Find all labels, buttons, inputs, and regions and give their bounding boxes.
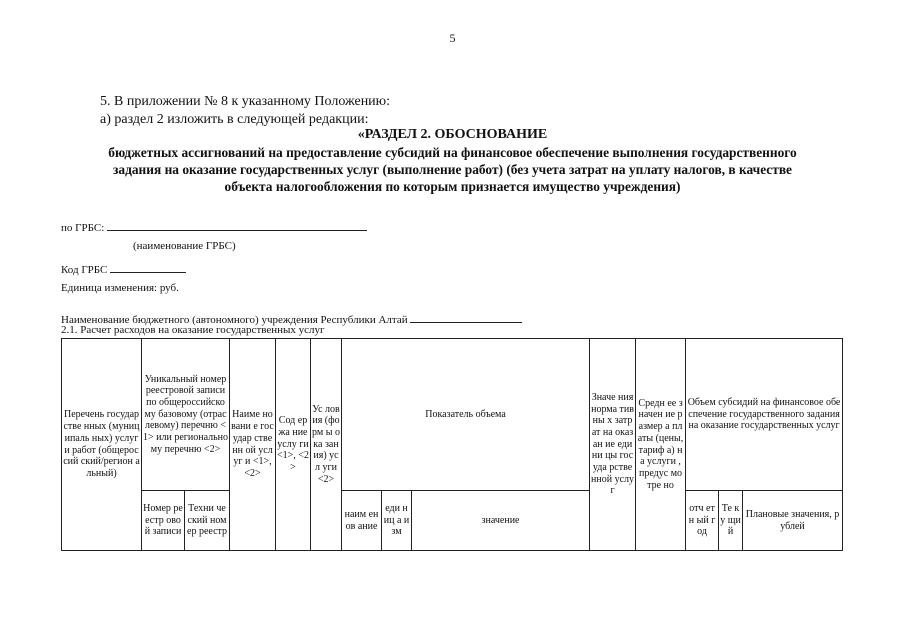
header-service-name: Наиме новани е государ ственн ой услуг и <1>, <2> [230,339,276,551]
section-subtitle-line-3: объекта налогообложения по которым признается имущество учреждения) [224,179,681,194]
header-volume-name: наим енов ание [342,491,382,551]
section-2-1-label: 2.1. Расчет расходов на оказание государственных услуг [61,324,325,336]
table-header-row-1 [62,339,843,491]
grbs-field [61,220,367,234]
grbs-code-blank-line [110,262,186,273]
header-services-list: Перечень государстве нных (муниципаль ных) услуг и работ (общероссий ский/регион альный) [62,339,142,551]
amendment-point: 5. В приложении № 8 к указанному Положению: [100,94,391,109]
header-average-fee: Средн ее значен ие размер а платы (цены, тариф а) на услуги , предус мотре но [636,339,686,551]
institution-blank-line [410,312,522,323]
grbs-blank-line [107,220,367,231]
header-subsidy-volume: Объем субсидий на финансовое обеспечение государственного задания на оказание государственных услуг [686,339,843,491]
cost-calculation-table [61,338,843,551]
page-number: 5 [449,31,456,45]
header-volume-value: значение [412,491,590,551]
header-technical-registry-number: Техни ческий номер реестр [185,491,230,551]
grbs-label: по ГРБС: [61,222,105,234]
table-header-row-2 [62,491,843,551]
grbs-code-label: Код ГРБС [61,264,108,276]
grbs-code-field [61,262,186,276]
header-planned-values: Плановые значения, рублей [743,491,843,551]
section-subtitle-line-2: задания на оказание государственных услуг (выполнение работ) (без учета затрат на уплату налогов, в качестве [113,162,792,177]
institution-label: Наименование бюджетного (автономного) учреждения Республики Алтай [61,314,408,326]
unit-label: Единица изменения: руб. [61,282,179,294]
header-volume-indicator: Показатель объема [342,339,590,491]
header-volume-unit: еди ниц а изм [382,491,412,551]
grbs-hint: (наименование ГРБС) [133,240,236,252]
header-service-conditions: Ус лов ия (фо рм ы ока зан ия) усл уги <2> [311,339,342,551]
amendment-subpoint: а) раздел 2 изложить в следующей редакции: [100,112,369,127]
header-current-year: Те ку щи й [719,491,743,551]
header-normative-costs: Значе ния норма тивны х затрат на оказан ие едини цы госуда рственной услуг [590,339,636,551]
header-unique-registry-number: Уникальный номер реестровой записи по общероссийско му базовому (отраслевому) перечню <1> или региональному перечню <2> [142,339,230,491]
header-registry-record-number: Номер реестр овой записи [142,491,185,551]
section-title: «РАЗДЕЛ 2. ОБОСНОВАНИЕ [357,127,548,142]
header-report-year: отч етн ый год [686,491,719,551]
section-subtitle-line-1: бюджетных ассигнований на предоставление субсидий на финансовое обеспечение выполнения государственного [108,145,797,160]
header-service-content: Сод ержа ние услу ги <1>, <2> [276,339,311,551]
